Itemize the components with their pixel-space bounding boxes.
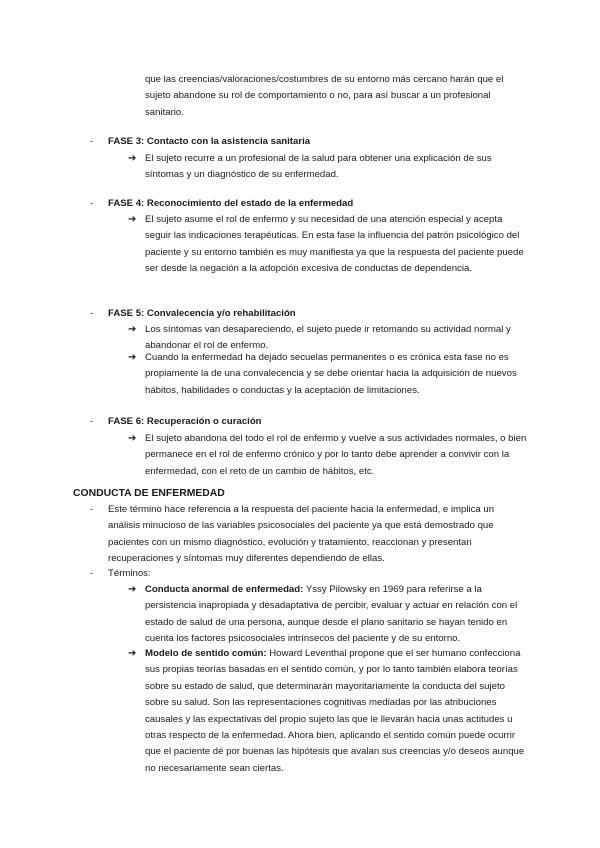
arrow-bullet: ➔: [128, 214, 137, 225]
term-2-name: Modelo de sentido común:: [145, 648, 267, 659]
phase-5-bullet-1: Los síntomas van desapareciendo, el sujeto puede ir retomando su actividad normal y abandonar el rol de enfermo.: [145, 324, 511, 352]
phase-6-bullet-1: El sujeto abandona del todo el rol de enfermo y vuelve a sus actividades normales, o bien permanece en el rol de enfermo crónico y por lo tanto debe aprender a convivir con la enfermedad, con el reto de un cambio de hábitos, etc.: [145, 433, 527, 477]
term-1-text: Yssy Pilowsky en 1969 para referirse a la persistencia inapropiada y desadaptativa de percibir, evaluar y actuar en relación con el estado de salud de una persona, aunque desde el plano sanitario se hayan tenido en cuenta los factores psicosociales intrínsecos del paciente y de su entorno.: [145, 584, 518, 645]
intro-paragraph: que las creencias/valoraciones/costumbres de su entorno más cercano harán que el sujeto abandone su rol de comportamiento o no, para así buscar a un profesional sanitario.: [145, 74, 504, 118]
phase-3-bullet-1: El sujeto recurre a un profesional de la salud para obtener una explicación de sus síntomas y un diagnóstico de su enfermedad.: [145, 153, 492, 181]
term-2-text: Howard Leventhal propone que el ser humano confecciona sus propias teorías basadas en el sentido común, y por lo tanto también elabora teorías sobre su estado de salud, que determinarán mayoritariamente la conducta del sujeto sobre su salud. Son las representaciones cognitivas mediadas por las atribuciones causales y las expectativas del propio sujeto las que le llevarán hacia unas actitudes u otras respecto de la enfermedad. Ahora bien, aplicando el sentido común puede ocurrir que el paciente dé por buenas las hipótesis que avalan sus creencias y/o deseos aunque no necesariamente sean ciertas.: [145, 648, 525, 774]
arrow-bullet: ➔: [128, 352, 137, 363]
arrow-bullet: ➔: [128, 433, 137, 444]
phase-4-title: FASE 4: Reconocimiento del estado de la enfermedad: [108, 198, 354, 209]
dash-bullet: -: [90, 308, 94, 319]
term-1: [145, 582, 530, 648]
section-title: CONDUCTA DE ENFERMEDAD: [73, 488, 225, 499]
terms-label: Términos:: [108, 568, 151, 579]
dash-bullet: -: [90, 198, 94, 209]
phase-3-title: FASE 3: Contacto con la asistencia sanitaria: [108, 136, 311, 147]
dash-bullet: -: [90, 416, 94, 427]
arrow-bullet: ➔: [128, 648, 137, 659]
dash-bullet: -: [90, 568, 94, 579]
arrow-bullet: ➔: [128, 153, 137, 164]
arrow-bullet: ➔: [128, 584, 137, 595]
phase-6-title: FASE 6: Recuperación o curación: [108, 416, 262, 427]
phase-4-bullet-1: El sujeto asume el rol de enfermo y su necesidad de una atención especial y acepta seguir las indicaciones terapéuticas. En esta fase la influencia del patrón psicológico del paciente y su entorno también es muy manifiesta ya que la respuesta del paciente puede ser desde la negación a la adopción excesiva de conductas de dependencia.: [145, 214, 524, 275]
term-1-name: Conducta anormal de enfermedad:: [145, 584, 304, 595]
phase-5-bullet-2: Cuando la enfermedad ha dejado secuelas permanentes o es crónica esta fase no es propiamente la de una convalecencia y se debe orientar hacia la adquisición de nuevos hábitos, habilidades o conductas y la aceptación de limitaciones.: [145, 352, 517, 396]
arrow-bullet: ➔: [128, 324, 137, 335]
term-2: [145, 646, 530, 777]
conducta-intro: Este término hace referencia a la respuesta del paciente hacia la enfermedad, e implica un análisis minucioso de las variables psicosociales del paciente ya que está demostrado que pacientes con un mismo diagnóstico, evolución y tratamiento, reaccionan y presentan recuperaciones y síntomas muy diferentes dependiendo de ellas.: [108, 504, 495, 565]
phase-5-title: FASE 5: Convalecencia y/o rehabilitación: [108, 308, 296, 319]
dash-bullet: -: [90, 504, 94, 515]
dash-bullet: -: [90, 136, 94, 147]
